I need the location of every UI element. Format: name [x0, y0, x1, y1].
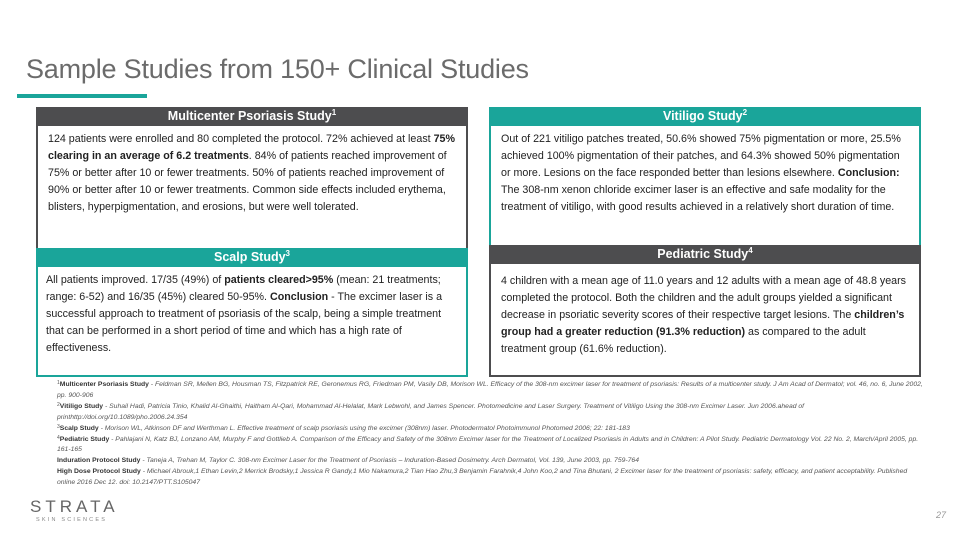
reference-text: - Michael Abrouk,1 Ethan Levin,2 Merrick Brodsky,1 Jessica R Gandy,1 Mio Nakamura,2 Tian Hao Zhu,3 Benjamin Farahnik,4 John Koo,2 and Tina Bhutani, 2 Excimer laser for the treatment of psoriasis: safety, efficacy, and patient acceptability. Published online 2016 Dec 12. doi: 10.2147/PTT.S105047	[57, 468, 908, 487]
logo-tagline: SKIN SCIENCES	[36, 517, 108, 523]
reference-text: - Pahlajani N, Katz BJ, Lonzano AM, Murphy F and Gottlieb A. Comparison of the Efficacy and Safety of the 308nm Excimer laser for the Treatment of Localized Psoriasis in Adults and in Children: A Pilot Study. Pediatric Dermatology Vol. 22 No. 2, March/April 2005, pp. 161-165	[57, 435, 919, 454]
reference-item	[57, 424, 927, 435]
reference-item	[57, 456, 927, 467]
vitiligo-study-text	[489, 126, 921, 253]
psoriasis-study-card	[36, 107, 468, 253]
reference-text: - Morison WL, Atkinson DF and Werthman L. Effective treatment of scalp psoriasis using the excimer (308nm) laser. Photodermatol Photoimmunol Photomed 2006; 22: 181-183	[98, 424, 630, 432]
psoriasis-study-header	[36, 107, 468, 126]
title-underline	[17, 94, 147, 98]
reference-label: Induration Protocol Study	[57, 457, 141, 465]
reference-item	[57, 435, 927, 457]
pediatric-study-header	[489, 245, 921, 264]
reference-label: Vitiligo Study	[59, 402, 104, 410]
psoriasis-study-text	[36, 126, 468, 253]
reference-text: - Suhail Hadi, Patricia Tinio, Khalid Al-Ghaithi, Haitham Al-Qari, Mohammad Al-Helalat, Mark Lebwohl, and James Spencer. Photomedicine and Laser Surgery. Treatment of Vitiligo Using the 308-nm Excimer Laser. Jun 2006.ahead of printhttp://doi.org/10.1089/pho.2006.24.354	[57, 402, 805, 421]
body-text: The 308-nm xenon chloride excimer laser is an effective and safe modality for the treatment of vitiligo, with good results achieved in a relatively short duration of time.	[501, 184, 895, 213]
reference-text: - Taneja A, Trehan M, Taylor C. 308-nm Excimer Laser for the Treatment of Psoriasis – Induration-Based Dosimetry. Arch Dermatol, Vol. 139, June 2003, pp. 759-764	[140, 457, 639, 465]
body-text: 4 children with a mean age of 11.0 years and 12 adults with a mean age of 48.8 years completed the protocol. Both the children and the adult groups yielded a significant decrease in psoriatic severity scores of their respective target lesions. The	[501, 275, 906, 321]
emphasis-text: patients cleared>95%	[224, 274, 334, 286]
vitiligo-study-card	[489, 107, 921, 253]
page-number: 27	[935, 510, 946, 520]
emphasis-text: Conclusion:	[837, 167, 900, 179]
reference-label: Scalp Study	[59, 424, 99, 432]
psoriasis-study-title: Multicenter Psoriasis Study	[167, 109, 332, 123]
vitiligo-study-header	[489, 107, 921, 126]
body-text: . 84% of patients reached improvement of 75% or better after 10 or fewer treatments. 50% of patients reached improvement of 90% or better after 10 or fewer treatments. Common side effects included erythema, blisters, hyperpigmentation, and erosions, but were well tolerated.	[48, 150, 447, 213]
scalp-study-text	[36, 267, 468, 377]
body-text: (mean: 21 treatments; range: 6-52) and 16/35 (45%) cleared 50-95%.	[46, 274, 441, 303]
emphasis-text: children’s group had a greater reduction (91.3% reduction)	[501, 309, 905, 338]
pediatric-study-text	[489, 264, 921, 377]
pediatric-study-ref: 4	[748, 246, 753, 255]
emphasis-text: Conclusion	[269, 291, 329, 303]
body-text: - The excimer laser is a successful approach to treatment of psoriasis of the scalp, being a simple treatment that can be performed in a short period of time and which has a high rate of effectiveness.	[46, 291, 443, 354]
reference-number: 3	[57, 423, 60, 430]
slide-title: Sample Studies from 150+ Clinical Studies	[26, 54, 529, 84]
strata-logo	[30, 498, 119, 523]
pediatric-study-title: Pediatric Study	[657, 247, 749, 261]
reference-label: Multicenter Psoriasis Study	[59, 381, 149, 388]
body-text: 124 patients were enrolled and 80 completed the protocol. 72% achieved at least	[48, 133, 434, 145]
reference-label: High Dose Protocol Study	[57, 468, 141, 476]
scalp-study-card	[36, 248, 468, 377]
pediatric-study-card	[489, 245, 921, 377]
reference-item	[57, 467, 927, 489]
scalp-study-header	[36, 248, 468, 267]
scalp-study-title: Scalp Study	[214, 250, 286, 264]
psoriasis-study-ref: 1	[331, 108, 337, 117]
scalp-study-ref: 3	[285, 249, 290, 258]
reference-item	[57, 402, 927, 424]
reference-number: 4	[57, 434, 60, 441]
reference-item	[57, 380, 927, 402]
body-text: All patients improved. 17/35 (49%) of	[46, 274, 225, 286]
logo-wordmark: STRATA	[30, 497, 119, 516]
references-list	[57, 380, 927, 489]
body-text: as compared to the adult treatment group (61.6% reduction).	[501, 326, 866, 355]
emphasis-text: 75% clearing in an average of 6.2 treatments	[48, 133, 456, 162]
body-text: Out of 221 vitiligo patches treated, 50.6% showed 75% pigmentation or more, 25.5% achieved 100% pigmentation of their patches, and 64.3% showed 50% pigmentation or more. Lesions on the face responded better than lesions elsewhere.	[501, 133, 901, 179]
reference-label: Pediatric Study	[59, 435, 110, 443]
reference-number: 2	[57, 401, 60, 408]
reference-text: - Feldman SR, Mellen BG, Housman TS, Fitzpatrick RE, Geronemus RG, Friedman PM, Vasily DB, Morison WL. Efficacy of the 308-nm excimer laser for treatment of psoriasis: Results of a multicenter study. J Am Acad of Dermatol; vol. 46, no. 6, June 2002, pp. 900-906	[57, 381, 923, 399]
vitiligo-study-ref: 2	[742, 108, 748, 117]
reference-number: 1	[57, 380, 60, 386]
vitiligo-study-title: Vitiligo Study	[662, 109, 743, 123]
